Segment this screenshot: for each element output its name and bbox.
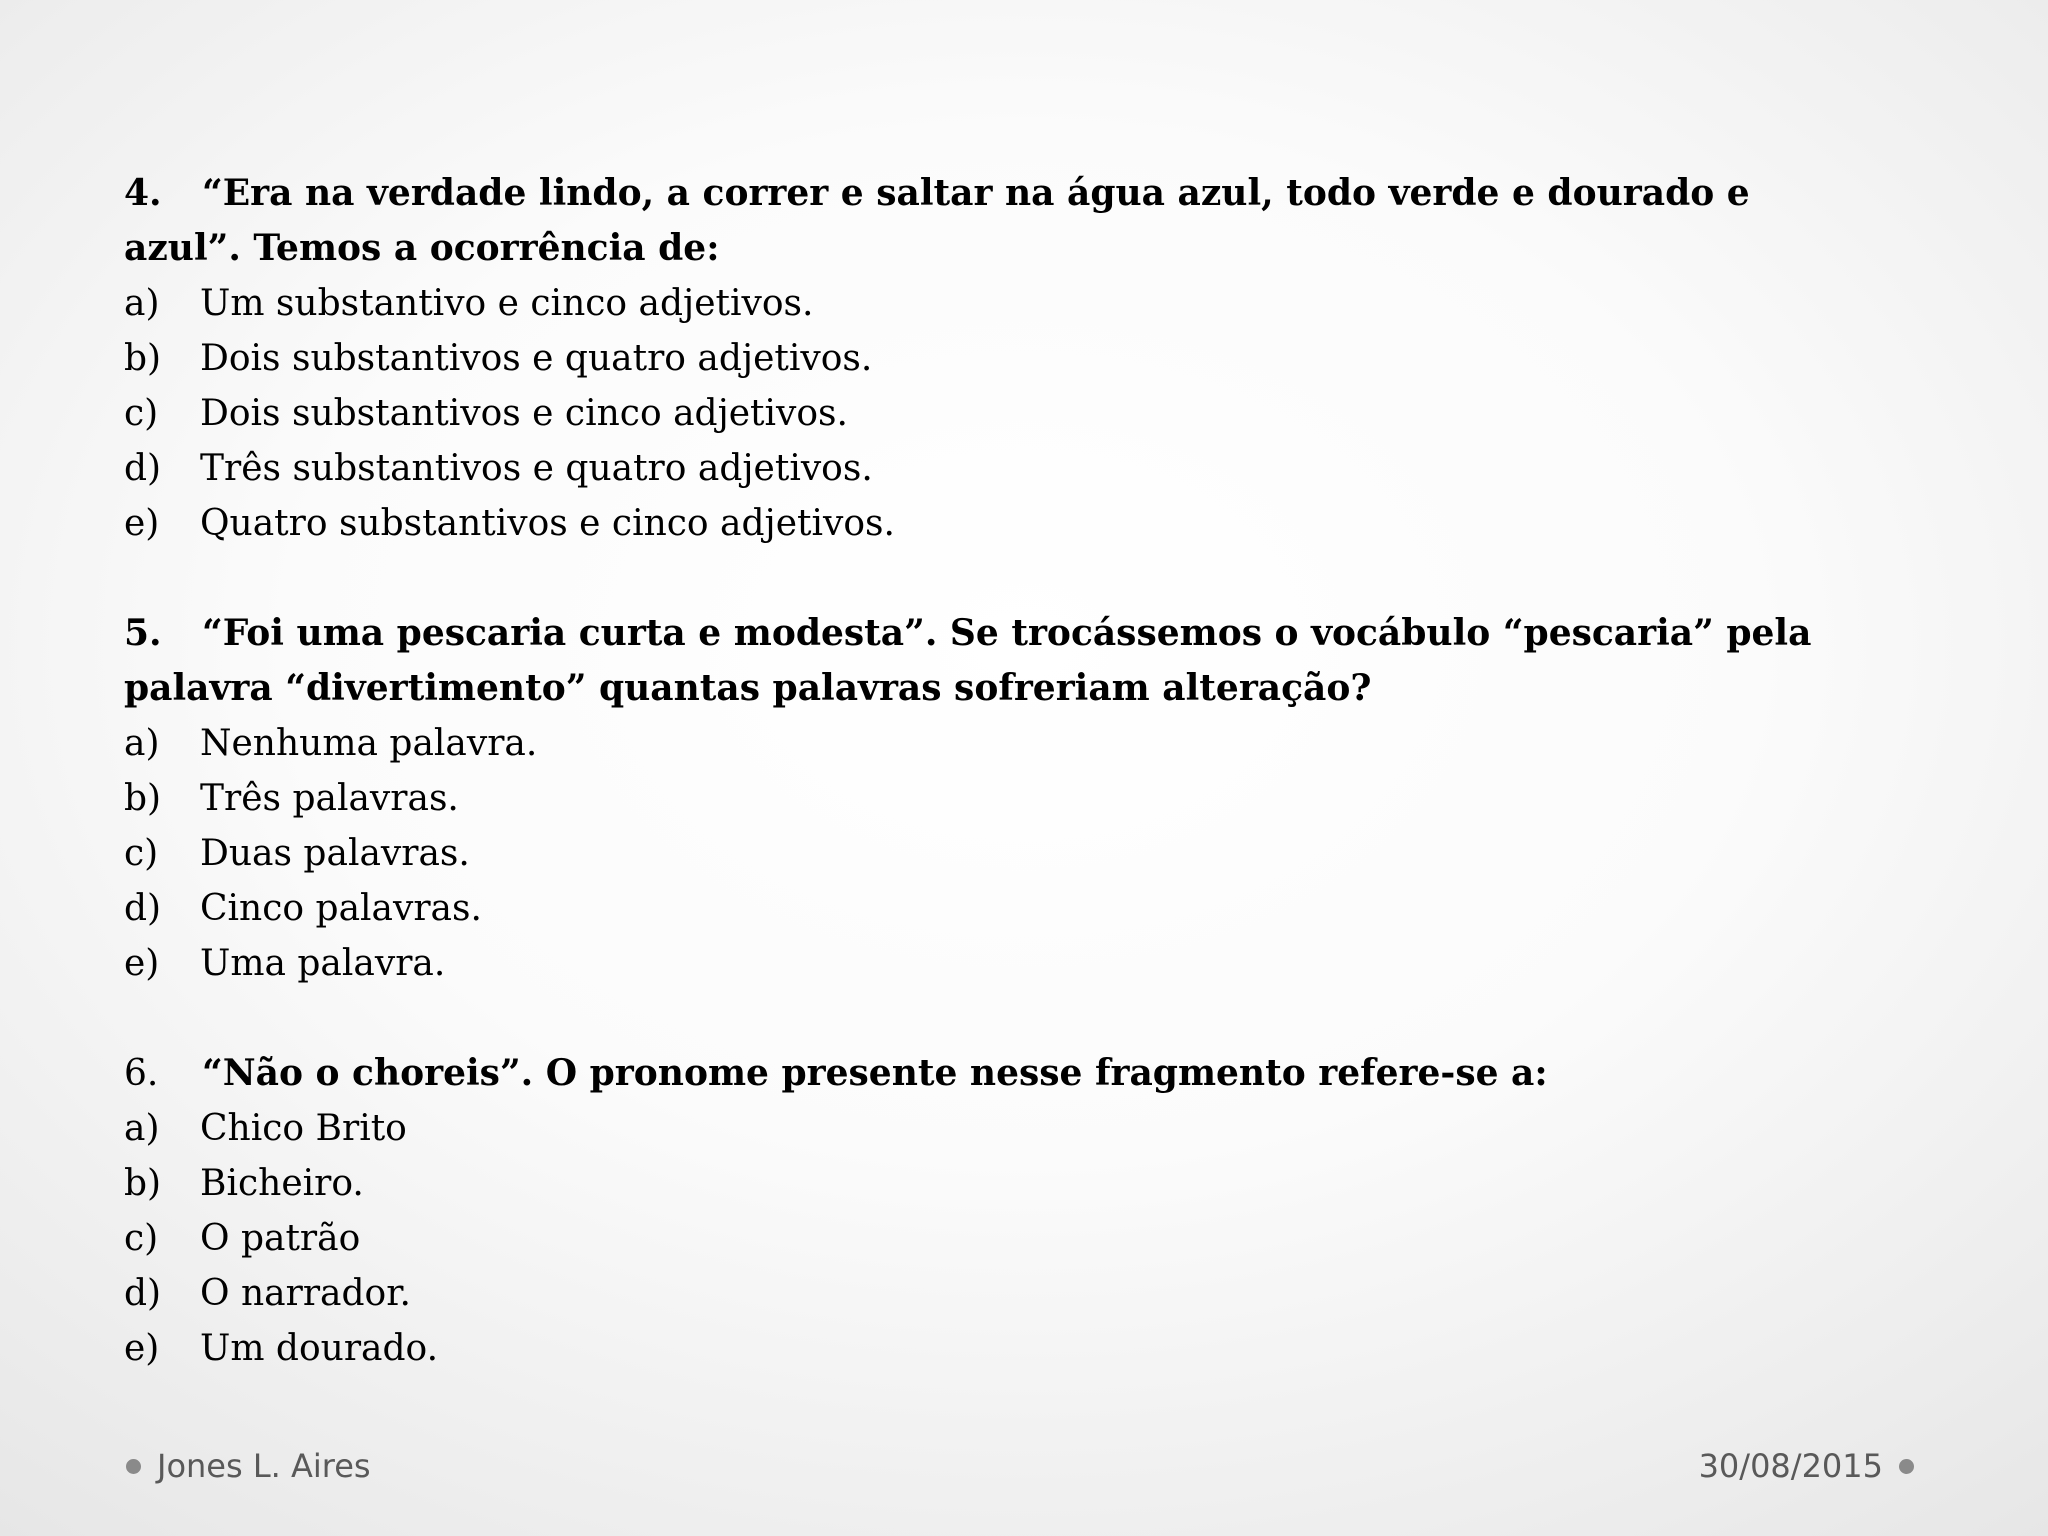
option-text: Três palavras. xyxy=(200,778,459,819)
question-stem xyxy=(124,606,1864,716)
option-letter: e) xyxy=(124,1328,160,1369)
option-text: O patrão xyxy=(200,1218,361,1259)
question-number: 4. xyxy=(124,172,162,214)
option-letter: d) xyxy=(124,448,162,489)
option-b xyxy=(124,331,1864,386)
option-letter: e) xyxy=(124,503,160,544)
question-stem xyxy=(124,1046,1864,1101)
option-d xyxy=(124,881,1864,936)
option-d xyxy=(124,1266,1864,1321)
bullet-dot-icon xyxy=(126,1459,141,1474)
option-text: Um substantivo e cinco adjetivos. xyxy=(200,283,814,324)
option-letter: e) xyxy=(124,943,160,984)
question-number: 5. xyxy=(124,612,162,654)
option-a xyxy=(124,276,1864,331)
option-b xyxy=(124,771,1864,826)
option-text: Quatro substantivos e cinco adjetivos. xyxy=(200,503,895,544)
author-name: Jones L. Aires xyxy=(157,1447,371,1485)
option-letter: c) xyxy=(124,393,159,434)
option-letter: c) xyxy=(124,833,159,874)
question-6 xyxy=(124,1046,1864,1376)
footer-date xyxy=(1699,1444,1914,1488)
question-number: 6. xyxy=(124,1053,159,1094)
option-text: Chico Brito xyxy=(200,1108,407,1149)
option-text: Um dourado. xyxy=(200,1328,439,1369)
question-4 xyxy=(124,166,1864,551)
option-letter: d) xyxy=(124,888,162,929)
option-c xyxy=(124,826,1864,881)
slide-content xyxy=(124,166,1864,1431)
question-text: “Foi uma pescaria curta e modesta”. Se trocássemos o vocábulo “pescaria” pela palavra “divertimento” quantas palavras sofreriam alteração? xyxy=(124,612,1812,709)
option-c xyxy=(124,1211,1864,1266)
option-text: Duas palavras. xyxy=(200,833,470,874)
option-text: Bicheiro. xyxy=(200,1163,364,1204)
option-b xyxy=(124,1156,1864,1211)
option-a xyxy=(124,716,1864,771)
option-e xyxy=(124,1321,1864,1376)
question-5 xyxy=(124,606,1864,991)
option-letter: a) xyxy=(124,283,160,324)
question-text: “Não o choreis”. O pronome presente nesse fragmento refere-se a: xyxy=(202,1052,1548,1094)
option-text: O narrador. xyxy=(200,1273,411,1314)
option-e xyxy=(124,496,1864,551)
question-stem xyxy=(124,166,1864,276)
option-text: Uma palavra. xyxy=(200,943,446,984)
option-letter: b) xyxy=(124,338,162,379)
option-letter: a) xyxy=(124,1108,160,1149)
option-letter: a) xyxy=(124,723,160,764)
option-e xyxy=(124,936,1864,991)
option-letter: b) xyxy=(124,778,162,819)
option-text: Dois substantivos e cinco adjetivos. xyxy=(200,393,848,434)
option-a xyxy=(124,1101,1864,1156)
option-letter: b) xyxy=(124,1163,162,1204)
footer-author xyxy=(126,1444,371,1488)
question-text: “Era na verdade lindo, a correr e saltar na água azul, todo verde e dourado e azul”. Temos a ocorrência de: xyxy=(124,172,1750,269)
option-letter: c) xyxy=(124,1218,159,1259)
option-text: Cinco palavras. xyxy=(200,888,482,929)
option-c xyxy=(124,386,1864,441)
option-text: Dois substantivos e quatro adjetivos. xyxy=(200,338,873,379)
bullet-dot-icon xyxy=(1899,1459,1914,1474)
option-text: Nenhuma palavra. xyxy=(200,723,538,764)
option-d xyxy=(124,441,1864,496)
option-text: Três substantivos e quatro adjetivos. xyxy=(200,448,873,489)
slide-date: 30/08/2015 xyxy=(1698,1447,1883,1485)
option-letter: d) xyxy=(124,1273,162,1314)
